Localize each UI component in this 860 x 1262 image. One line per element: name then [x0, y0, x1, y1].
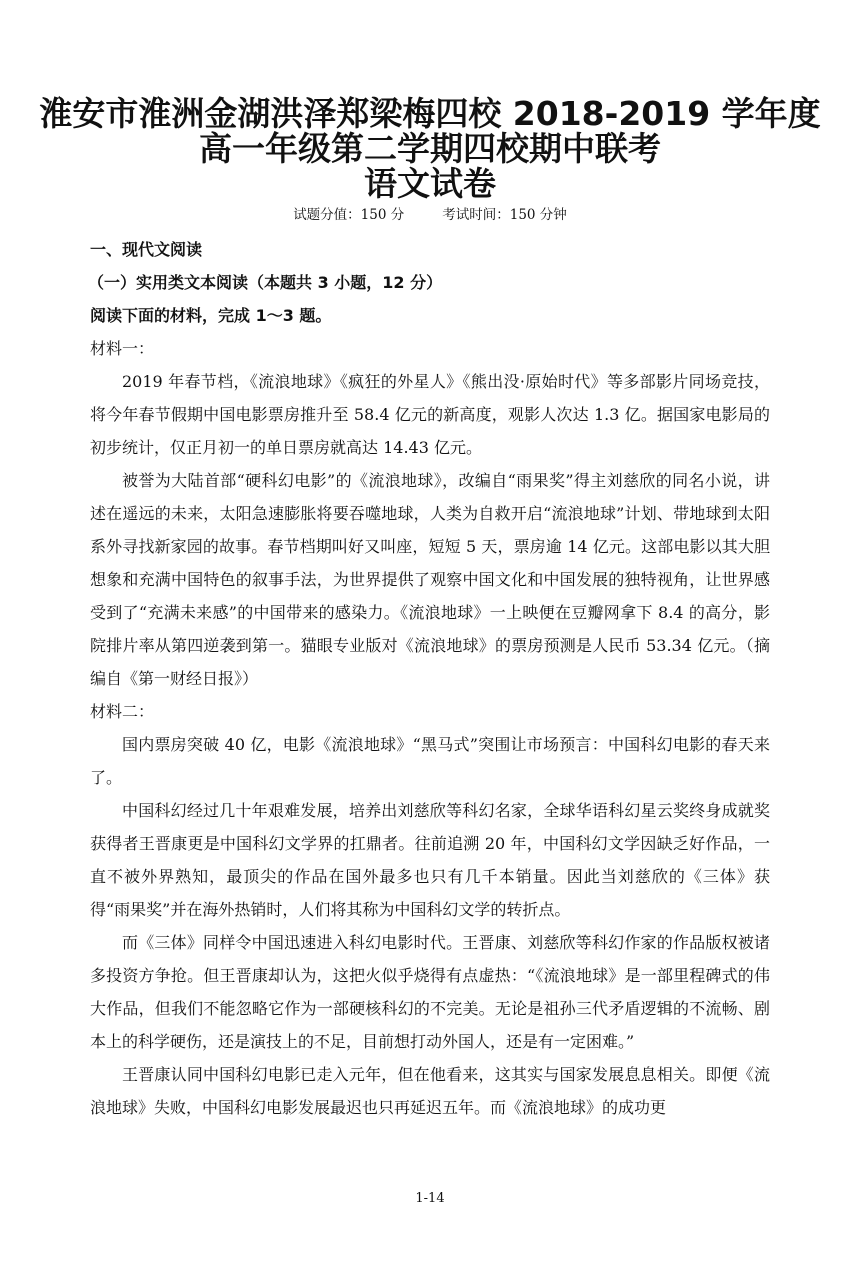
material-2-paragraph: 王晋康认同中国科幻电影已走入元年，但在他看来，这其实与国家发展息息相关。即便《流浪地球》失败，中国科幻电影发展最迟也只再延迟五年。而《流浪地球》的成功更: [90, 1065, 770, 1117]
subsection-heading: （一）实用类文本阅读（本题共 3 小题，12 分）: [88, 273, 443, 292]
material-2-paragraph: 而《三体》同样令中国迅速进入科幻电影时代。王晋康、刘慈欣等科幻作家的作品版权被诸多投资方争抢。但王晋康却认为，这把火似乎烧得有点虚热：“《流浪地球》是一部里程碑式的伟大作品，但我们不能忽略它作为一部硬核科幻的不完美。无论是祖孙三代矛盾逻辑的不流畅、剧本上的科学硬伤，还是演技上的不足，目前想打动外国人，还是有一定困难。”: [90, 933, 770, 1051]
time-text: 考试时间：150 分钟: [442, 207, 567, 223]
instruction-text: 阅读下面的材料，完成 1～3 题。: [90, 306, 332, 325]
material-2-paragraph: 国内票房突破 40 亿，电影《流浪地球》“黑马式”突围让市场预言：中国科幻电影的春天来了。: [90, 735, 770, 787]
exam-body: [90, 233, 770, 1124]
score-text: 试题分值：150 分: [293, 207, 405, 223]
material-2-paragraph: 中国科幻经过几十年艰难发展，培养出刘慈欣等科幻名家，全球华语科幻星云奖终身成就奖获得者王晋康更是中国科幻文学界的扛鼎者。往前追溯 20 年，中国科幻文学因缺乏好作品，一直不被外界熟知，最顶尖的作品在国外最多也只有几千本销量。因此当刘慈欣的《三体》获得“雨果奖”并在海外热销时，人们将其称为中国科幻文学的转折点。: [90, 801, 770, 919]
material-2-label: 材料二：: [90, 702, 155, 721]
exam-meta: [0, 206, 860, 224]
material-1-label: 材料一：: [90, 339, 155, 358]
material-1-paragraph: 2019 年春节档，《流浪地球》《疯狂的外星人》《熊出没·原始时代》等多部影片同场竞技，将今年春节假期中国电影票房推升至 58.4 亿元的新高度，观影人次达 1.3 亿。据国家电影局的初步统计，仅正月初一的单日票房就高达 14.43 亿元。: [90, 372, 770, 457]
title-line-3: 语文试卷: [364, 164, 496, 203]
title-line-2: 高一年级第二学期四校期中联考: [199, 129, 661, 168]
section-heading: 一、现代文阅读: [90, 240, 203, 259]
title-line-1: 淮安市淮洲金湖洪泽郑梁梅四校 2018-2019 学年度: [39, 94, 821, 133]
page-number: 1-14: [415, 1191, 445, 1206]
material-1-paragraph: 被誉为大陆首部“硬科幻电影”的《流浪地球》，改编自“雨果奖”得主刘慈欣的同名小说，讲述在遥远的未来，太阳急速膨胀将要吞噬地球，人类为自救开启“流浪地球”计划、带地球到太阳系外寻找新家园的故事。春节档期叫好又叫座，短短 5 天，票房逾 14 亿元。这部电影以其大胆想象和充满中国特色的叙事手法，为世界提供了观察中国文化和中国发展的独特视角，让世界感受到了“充满未来感”的中国带来的感染力。《流浪地球》一上映便在豆瓣网拿下 8.4 的高分，影院排片率从第四逆袭到第一。猫眼专业版对《流浪地球》的票房预测是人民币 53.34 亿元。（摘编自《第一财经日报》）: [90, 471, 770, 688]
